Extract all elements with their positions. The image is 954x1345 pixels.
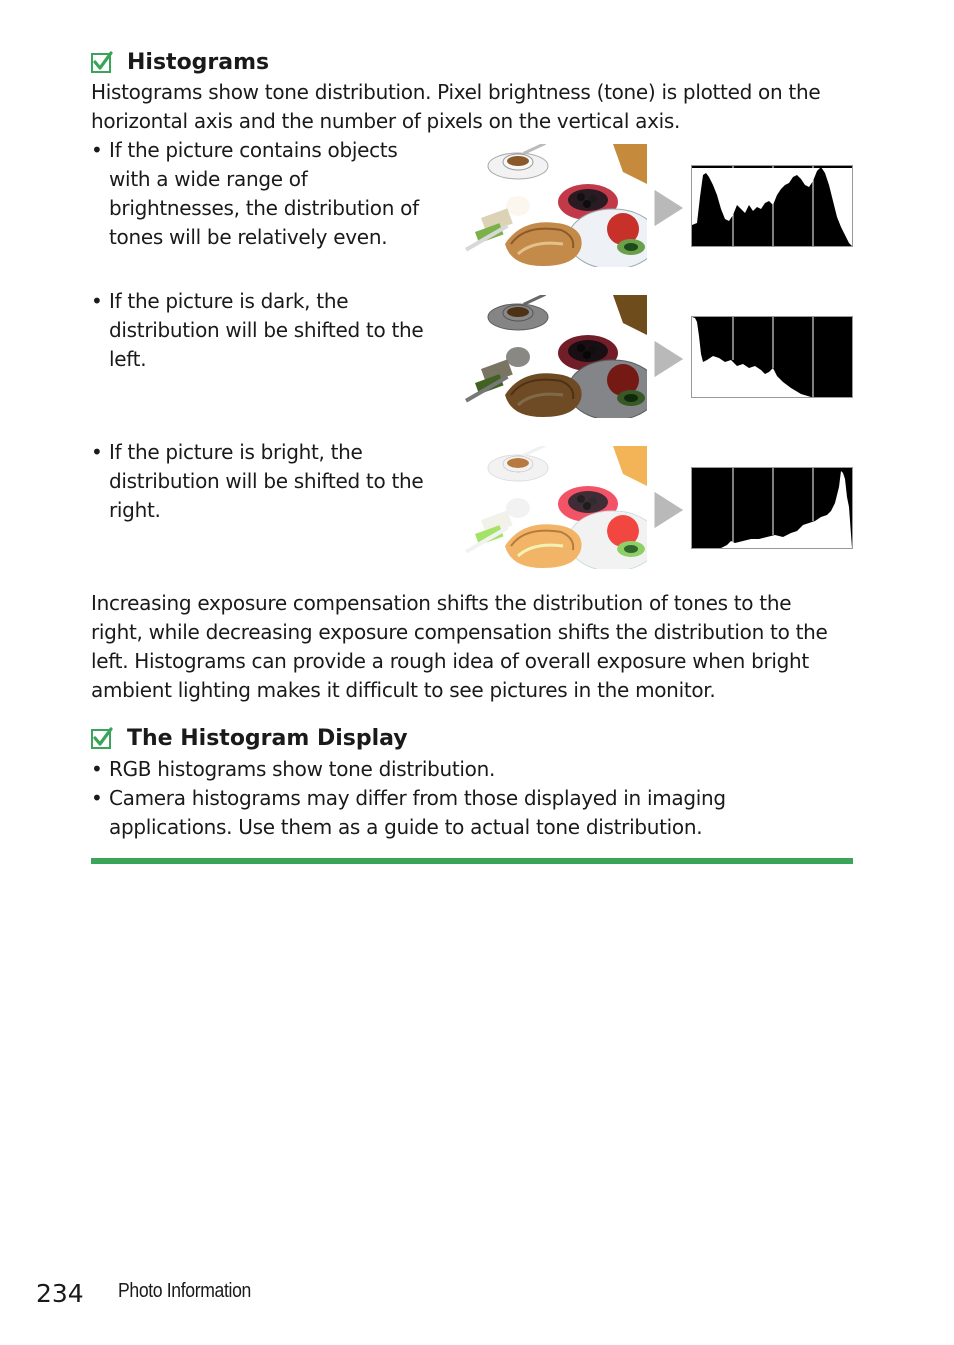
bullet-line: distribution will be shifted to the [109, 318, 424, 342]
arrow-right-icon [651, 336, 687, 382]
bullet-icon: • [91, 289, 103, 313]
arrow-right-icon [651, 185, 687, 231]
food-photo-dark [463, 295, 647, 418]
histogram-right [691, 467, 853, 549]
bullet-icon: • [91, 757, 103, 781]
bullet-line: RGB histograms show tone distribution. [109, 757, 496, 781]
bullet-line: with a wide range of [109, 167, 308, 191]
paragraph-line: right, while decreasing exposure compensation shifts the distribution to the [91, 620, 828, 644]
bullet-line: left. [109, 347, 147, 371]
food-photo-bright [463, 446, 647, 569]
bullet-line: applications. Use them as a guide to actual tone distribution. [109, 815, 703, 839]
intro-line: horizontal axis and the number of pixels on the vertical axis. [91, 109, 681, 133]
bullet-icon: • [91, 138, 103, 162]
footer-section-name: Photo Information [118, 1280, 251, 1302]
section-title: The Histogram Display [127, 726, 408, 751]
exposure-paragraph [91, 589, 828, 705]
bullet-line: distribution will be shifted to the [109, 469, 424, 493]
bullet-line: right. [109, 498, 161, 522]
section-title: Histograms [127, 50, 270, 75]
bullet-line: If the picture is dark, the [109, 289, 349, 313]
food-photo-normal [463, 144, 647, 267]
section-divider [91, 858, 853, 864]
intro-paragraph [91, 78, 820, 136]
checkmark-icon [91, 51, 113, 73]
page-number: 234 [36, 1279, 84, 1308]
bullet-icon: • [91, 786, 103, 810]
intro-line: Histograms show tone distribution. Pixel brightness (tone) is plotted on the [91, 80, 821, 104]
arrow-right-icon [651, 487, 687, 533]
paragraph-line: left. Histograms can provide a rough idea of overall exposure when bright [91, 649, 809, 673]
paragraph-line: Increasing exposure compensation shifts the distribution of tones to the [91, 591, 792, 615]
bullet-line: Camera histograms may differ from those displayed in imaging [109, 786, 726, 810]
histogram-left [691, 316, 853, 398]
histogram-even [691, 165, 853, 247]
checkmark-icon [91, 727, 113, 749]
paragraph-line: ambient lighting makes it difficult to see pictures in the monitor. [91, 678, 716, 702]
bullet-line: tones will be relatively even. [109, 225, 388, 249]
bullet-line: If the picture is bright, the [109, 440, 363, 464]
bullet-line: If the picture contains objects [109, 138, 398, 162]
bullet-line: brightnesses, the distribution of [109, 196, 419, 220]
bullet-icon: • [91, 440, 103, 464]
